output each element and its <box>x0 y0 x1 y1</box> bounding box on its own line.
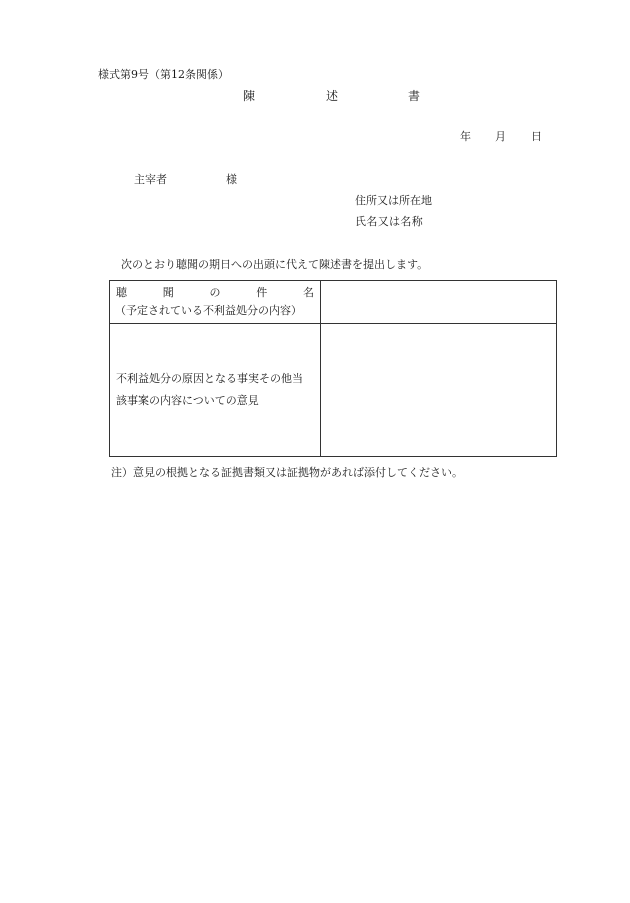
submitter-name-label: 氏名又は名称 <box>355 215 424 228</box>
attachment-note: 注）意見の根拠となる証拠書類又は証拠物があれば添付してください。 <box>111 466 463 479</box>
title-char-1: 陳 <box>243 89 256 103</box>
hearing-row <box>110 281 557 324</box>
addressee-name: 主宰者 <box>134 173 167 186</box>
hearing-name-char: 件 <box>256 286 268 299</box>
hearing-value-cell[interactable] <box>321 281 557 324</box>
submitter-address-label: 住所又は所在地 <box>355 194 432 207</box>
addressee-honorific: 様 <box>226 173 237 186</box>
date-month-label: 月 <box>495 130 506 143</box>
hearing-name-char: の <box>209 286 221 299</box>
date-year-label: 年 <box>460 130 471 143</box>
hearing-name-label <box>110 281 320 302</box>
hearing-label-cell <box>110 281 321 324</box>
opinion-label-line-1: 不利益処分の原因となる事実その他当 <box>116 372 303 385</box>
date-day-label: 日 <box>531 130 542 143</box>
hearing-name-char: 聴 <box>116 286 127 299</box>
opinion-value-cell[interactable] <box>321 324 557 457</box>
statement-table <box>109 280 557 457</box>
hearing-name-subtitle: （予定されている不利益処分の内容） <box>115 303 302 317</box>
title-char-2: 述 <box>326 89 339 103</box>
opinion-row <box>110 324 557 457</box>
title-char-3: 書 <box>408 89 421 103</box>
hearing-name-char: 名 <box>303 286 314 299</box>
opinion-label-cell <box>110 324 321 457</box>
hearing-name-char: 聞 <box>162 286 174 299</box>
statement-text: 次のとおり聴聞の期日への出頭に代えて陳述書を提出します。 <box>121 258 429 271</box>
opinion-label-line-2: 該事案の内容についての意見 <box>116 394 259 407</box>
form-number: 様式第9号（第12条関係） <box>98 68 229 81</box>
